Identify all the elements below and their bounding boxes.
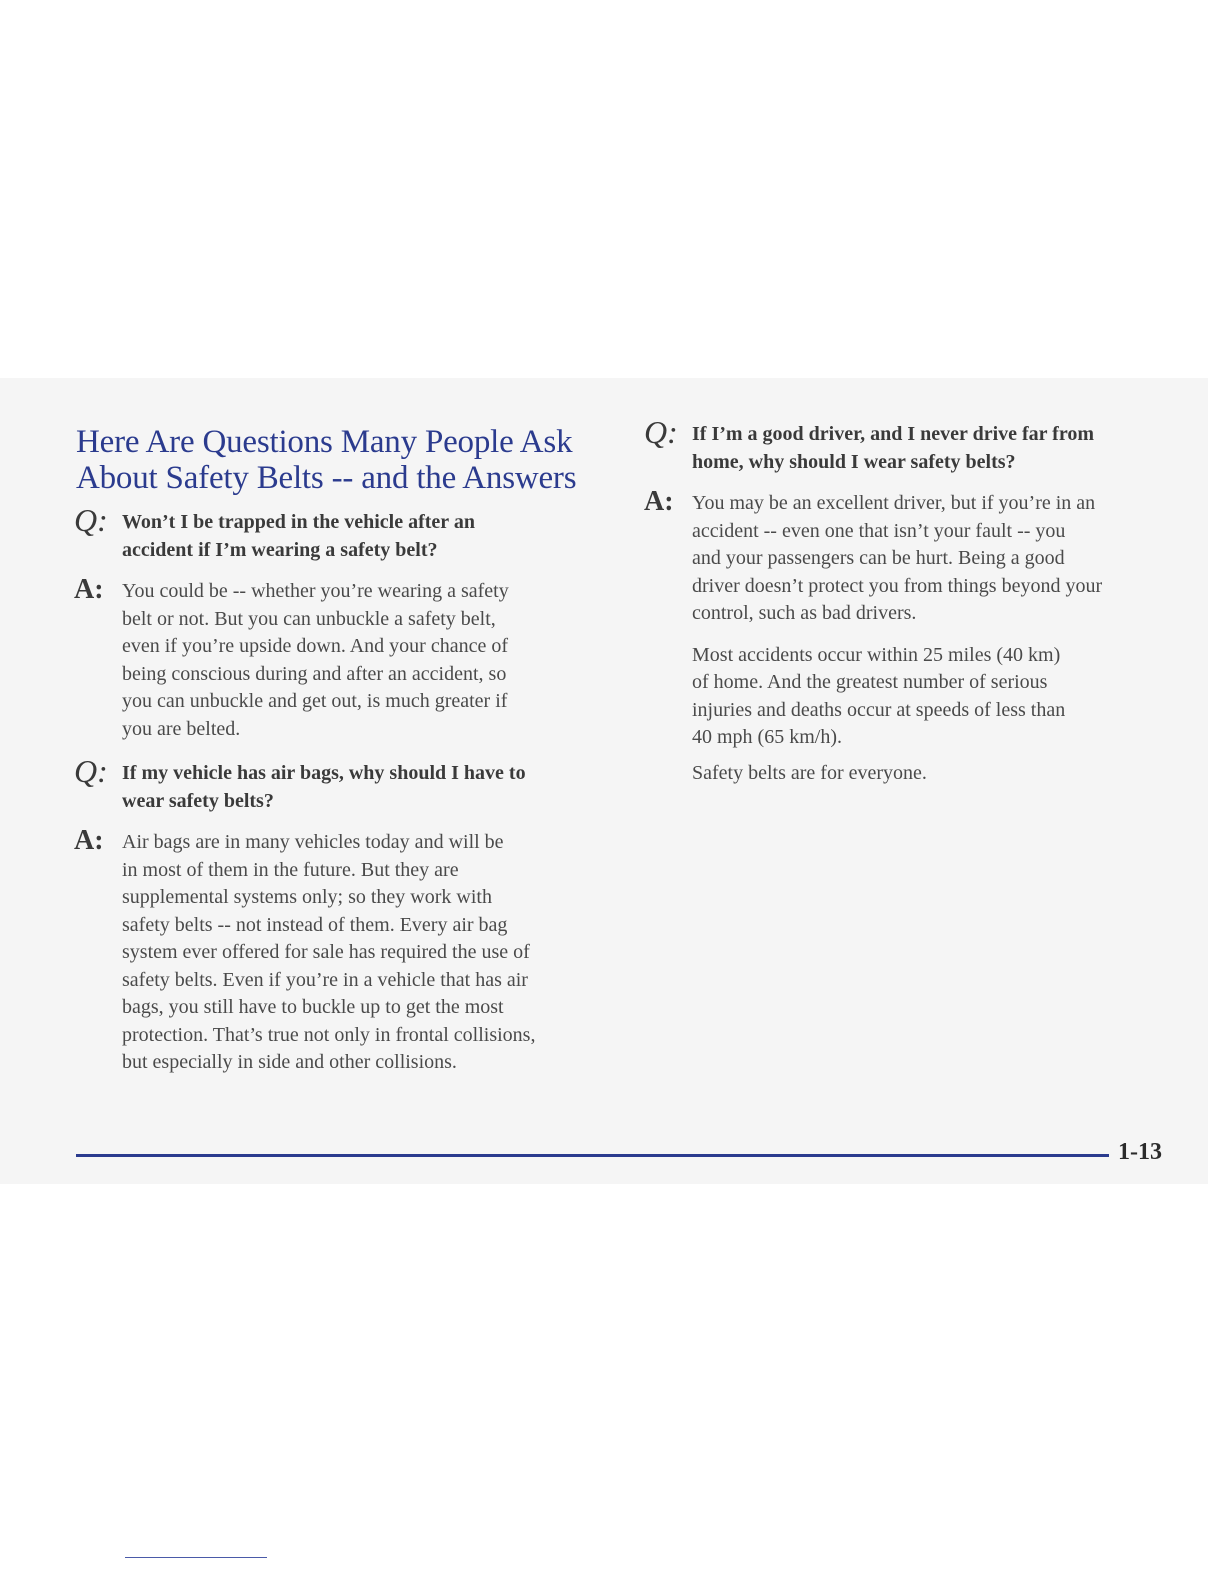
answer-marker: A: (74, 825, 104, 856)
answer-line: You could be -- whether you’re wearing a safety (122, 580, 509, 602)
footer-rule (76, 1154, 1109, 1157)
section-heading (76, 424, 636, 496)
answer-line: you can unbuckle and get out, is much greater if (122, 690, 508, 712)
answer-line: belt or not. But you can unbuckle a safety belt, (122, 607, 496, 630)
answer-line: control, such as bad drivers. (692, 602, 917, 624)
question-line: wear safety belts? (122, 790, 274, 812)
answer-line: accident -- even one that isn’t your fault -- you (692, 519, 1066, 542)
answer-text (122, 829, 614, 1077)
answer-line: even if you’re upside down. And your chance of (122, 635, 508, 657)
paragraph-line: 40 mph (65 km/h). (692, 726, 842, 748)
scan-artifact-line (125, 1557, 267, 1558)
question-line: If my vehicle has air bags, why should I have to (122, 762, 526, 784)
question-marker: Q: (644, 414, 678, 450)
answer-line: being conscious during and after an accident, so (122, 662, 507, 685)
paragraph-line: of home. And the greatest number of serious (692, 671, 1048, 693)
answer-text (122, 578, 614, 743)
qa-item-1-answer (74, 574, 614, 743)
section-heading-line-1: Here Are Questions Many People Ask (76, 424, 573, 460)
question-marker: Q: (74, 753, 108, 789)
answer-line: supplemental systems only; so they work with (122, 886, 492, 908)
answer-line: but especially in side and other collisions. (122, 1051, 457, 1073)
answer-marker: A: (644, 486, 674, 517)
question-text (692, 420, 1184, 476)
answer-line: safety belts. Even if you’re in a vehicle that has air (122, 968, 528, 991)
qa-item-3-paragraph-2 (644, 642, 1184, 752)
answer-line: Air bags are in many vehicles today and will be (122, 831, 504, 853)
question-text (122, 759, 614, 815)
answer-line: protection. That’s true not only in frontal collisions, (122, 1023, 536, 1046)
answer-marker: A: (74, 574, 104, 605)
left-column (74, 502, 614, 1077)
paragraph-line: injuries and deaths occur at speeds of less than (692, 698, 1066, 721)
paragraph-line: Most accidents occur within 25 miles (40 km) (692, 643, 1061, 666)
question-line: Won’t I be trapped in the vehicle after an (122, 511, 475, 533)
answer-line: You may be an excellent driver, but if you’re in an (692, 492, 1096, 514)
answer-line: driver doesn’t protect you from things beyond your (692, 574, 1103, 597)
answer-line: you are belted. (122, 717, 241, 740)
answer-text (692, 490, 1184, 628)
question-line: home, why should I wear safety belts? (692, 451, 1016, 473)
answer-line: system ever offered for sale has required the use of (122, 941, 530, 963)
right-column (644, 414, 1184, 787)
qa-item-2-answer (74, 825, 614, 1077)
qa-item-3-answer (644, 486, 1184, 628)
qa-item-2-question (74, 753, 614, 815)
answer-line: in most of them in the future. But they are (122, 858, 459, 881)
answer-line: and your passengers can be hurt. Being a good (692, 547, 1065, 569)
answer-line: bags, you still have to buckle up to get the most (122, 996, 504, 1018)
answer-line: safety belts -- not instead of them. Every air bag (122, 913, 508, 936)
question-line: accident if I’m wearing a safety belt? (122, 539, 438, 561)
qa-item-3-question (644, 414, 1184, 476)
question-text (122, 508, 614, 564)
section-heading-line-2: About Safety Belts -- and the Answers (76, 460, 577, 496)
qa-item-3-paragraph-3 (644, 760, 1184, 788)
paragraph-line: Safety belts are for everyone. (692, 761, 927, 784)
question-line: If I’m a good driver, and I never drive far from (692, 423, 1095, 445)
qa-item-1-question (74, 502, 614, 564)
page-number: 1-13 (1118, 1139, 1162, 1165)
question-marker: Q: (74, 502, 108, 538)
